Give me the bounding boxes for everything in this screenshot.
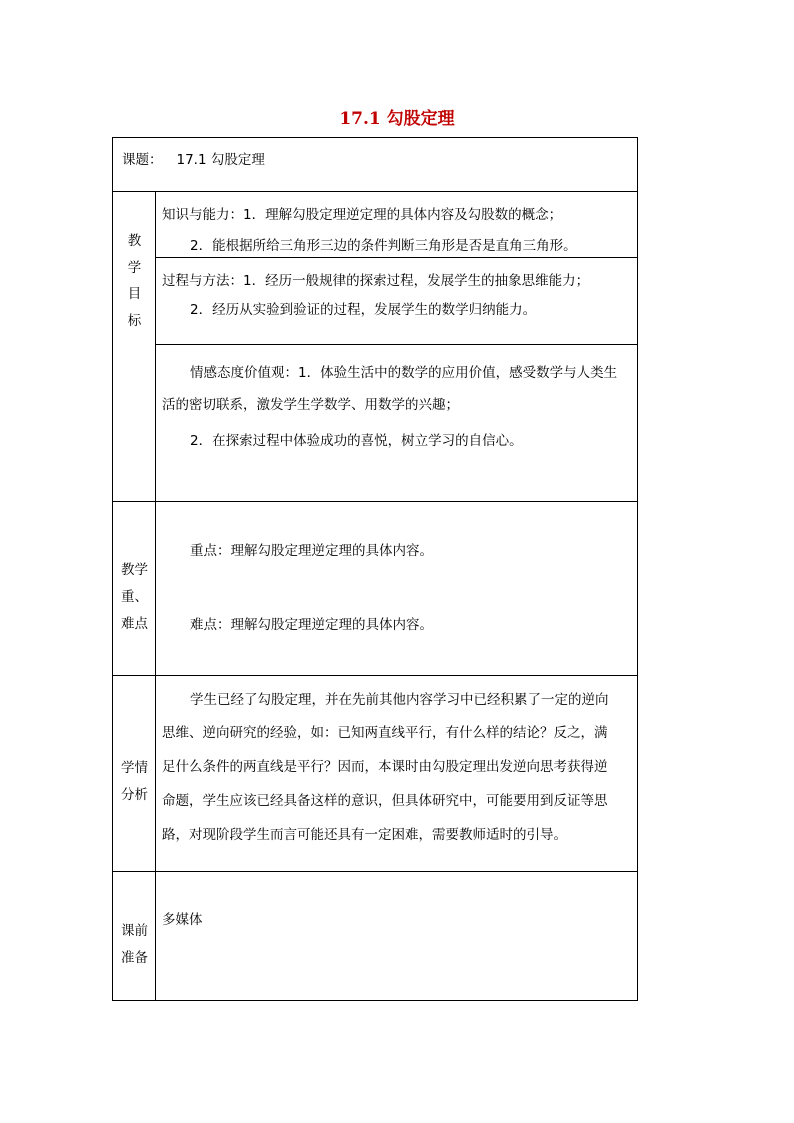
analysis-line-2: 思维、逆向研究的经验，如：已知两直线平行，有什么样的结论？反之，满 <box>162 725 608 741</box>
analysis-line-1: 学生已经了勾股定理，并在先前其他内容学习中已经积累了一定的逆向 <box>190 692 609 708</box>
page-title: 17.1 勾股定理 <box>339 109 455 129</box>
course-cell <box>113 138 638 192</box>
process-cell <box>156 258 638 345</box>
analysis-label-cell <box>113 676 156 872</box>
goals-label-1: 教 <box>127 233 142 249</box>
focus-text: 重点：理解勾股定理逆定理的具体内容。 <box>190 543 433 559</box>
emotion-line-1: 情感态度价值观：1．体验生活中的数学的应用价值，感受数学与人类生 <box>190 365 618 381</box>
knowledge-line-1: 知识与能力：1．理解勾股定理逆定理的具体内容及勾股数的概念； <box>162 207 563 223</box>
analysis-line-3: 足什么条件的两直线是平行？因而，本课时由勾股定理出发逆向思考获得逆 <box>162 759 608 775</box>
analysis-label-2: 分析 <box>121 787 148 803</box>
row-prep <box>113 872 638 1001</box>
row-goals-knowledge <box>113 192 638 258</box>
key-label-2: 重、 <box>121 589 148 605</box>
key-label-3: 难点 <box>121 616 148 632</box>
row-goals-emotion <box>113 345 638 502</box>
key-points-cell <box>156 502 638 676</box>
analysis-cell <box>156 676 638 872</box>
row-analysis <box>113 676 638 872</box>
goals-label-4: 标 <box>127 313 142 329</box>
analysis-label-1: 学情 <box>121 760 148 776</box>
key-points-label-cell <box>113 502 156 676</box>
knowledge-line-2: 2．能根据所给三角形三边的条件判断三角形是否是直角三角形。 <box>190 238 577 254</box>
row-key-points <box>113 502 638 676</box>
row-course <box>113 138 638 192</box>
row-goals-process <box>113 258 638 345</box>
analysis-line-4: 命题，学生应该已经具备这样的意识，但具体研究中，可能要用到反证等思 <box>162 793 608 809</box>
goals-label-2: 学 <box>127 260 142 276</box>
emotion-cell <box>156 345 638 502</box>
analysis-line-5: 路，对现阶段学生而言可能还具有一定困难，需要教师适时的引导。 <box>162 827 567 843</box>
lesson-plan-table <box>112 137 638 1001</box>
course-value: 17.1 勾股定理 <box>176 152 265 168</box>
course-label: 课题： <box>122 152 163 168</box>
emotion-line-3: 2．在探索过程中体验成功的喜悦，树立学习的自信心。 <box>190 433 523 449</box>
prep-label-cell <box>113 872 156 1001</box>
key-label-1: 教学 <box>121 562 148 578</box>
process-line-1: 过程与方法：1．经历一般规律的探索过程，发展学生的抽象思维能力； <box>162 273 590 289</box>
emotion-line-2: 活的密切联系，激发学生学数学、用数学的兴趣； <box>162 397 459 413</box>
prep-cell <box>156 872 638 1001</box>
process-line-2: 2．经历从实验到验证的过程，发展学生的数学归纳能力。 <box>190 302 537 318</box>
difficulty-text: 难点：理解勾股定理逆定理的具体内容。 <box>190 617 433 633</box>
prep-label-2: 准备 <box>121 950 148 966</box>
goals-label-3: 目 <box>127 286 142 302</box>
knowledge-cell <box>156 192 638 258</box>
goals-label-cell <box>113 192 156 502</box>
prep-label-1: 课前 <box>121 923 148 939</box>
prep-value: 多媒体 <box>162 912 203 928</box>
